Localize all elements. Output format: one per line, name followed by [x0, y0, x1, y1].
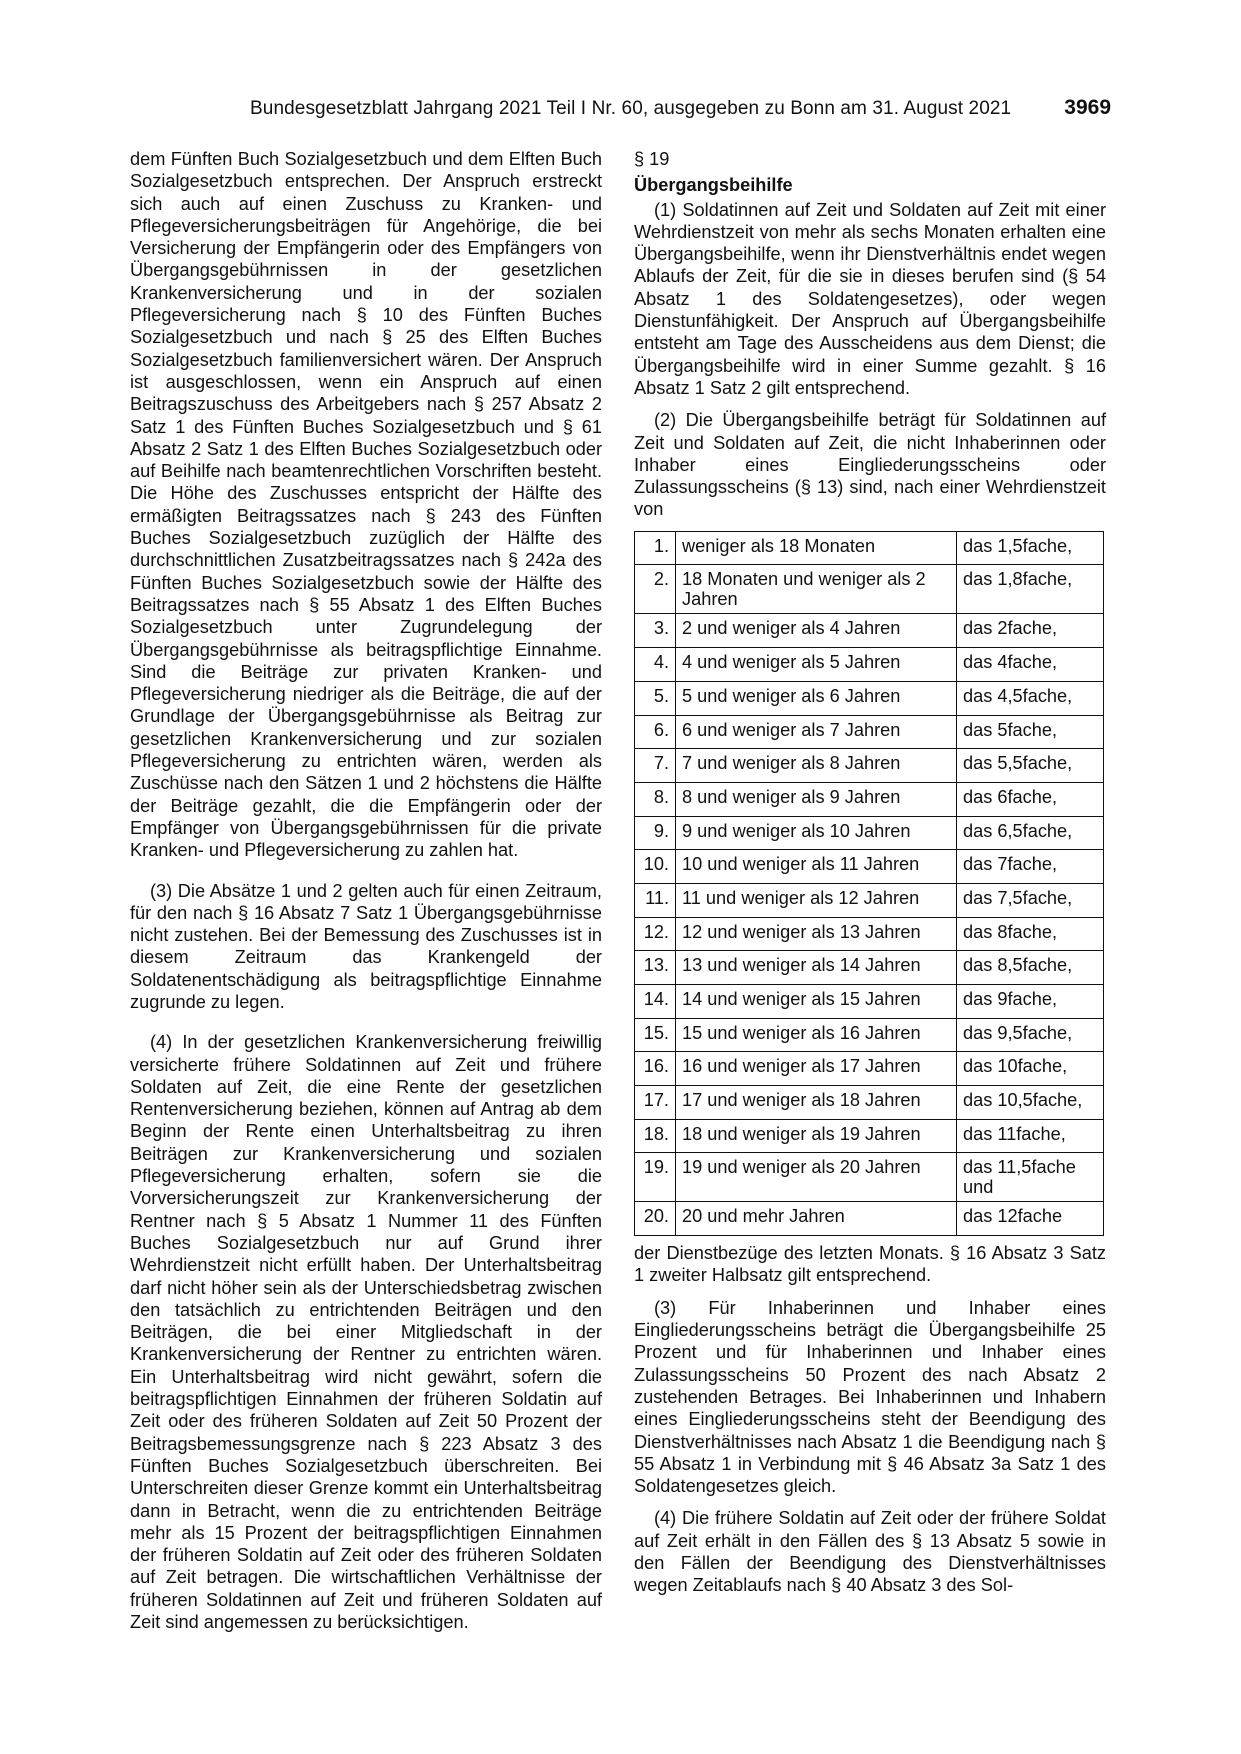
- table-row: [635, 883, 1104, 917]
- table-row: [635, 1153, 1104, 1202]
- service-period: 11 und weniger als 12 Jahren: [676, 883, 957, 917]
- section-title: Übergangsbeihilfe: [634, 175, 793, 196]
- service-period: 12 und weniger als 13 Jahren: [676, 917, 957, 951]
- row-number: 13.: [635, 951, 676, 985]
- left-column: [130, 148, 602, 1633]
- table-row: [635, 1018, 1104, 1052]
- multiplier: das 12fache: [957, 1202, 1104, 1236]
- multiplier: das 5fache,: [957, 715, 1104, 749]
- table-row: [635, 1086, 1104, 1120]
- table-row: [635, 850, 1104, 884]
- row-number: 15.: [635, 1018, 676, 1052]
- row-number: 8.: [635, 782, 676, 816]
- service-period: 7 und weniger als 8 Jahren: [676, 749, 957, 783]
- multiplier: das 10,5fache,: [957, 1086, 1104, 1120]
- service-period: weniger als 18 Monaten: [676, 531, 957, 565]
- section-number: § 19: [634, 149, 670, 169]
- row-number: 11.: [635, 883, 676, 917]
- multiplier: das 8fache,: [957, 917, 1104, 951]
- table-row: [635, 531, 1104, 565]
- table-row: [635, 1202, 1104, 1236]
- table-row: [635, 782, 1104, 816]
- service-period: 15 und weniger als 16 Jahren: [676, 1018, 957, 1052]
- service-period: 6 und weniger als 7 Jahren: [676, 715, 957, 749]
- service-period: 18 und weniger als 19 Jahren: [676, 1119, 957, 1153]
- row-number: 7.: [635, 749, 676, 783]
- table-row: [635, 648, 1104, 682]
- table-row: [635, 917, 1104, 951]
- row-number: 3.: [635, 614, 676, 648]
- row-number: 1.: [635, 531, 676, 565]
- multiplier: das 6,5fache,: [957, 816, 1104, 850]
- service-period: 14 und weniger als 15 Jahren: [676, 985, 957, 1019]
- table-row: [635, 565, 1104, 614]
- service-period: 16 und weniger als 17 Jahren: [676, 1052, 957, 1086]
- multiplier: das 4fache,: [957, 648, 1104, 682]
- service-period: 2 und weniger als 4 Jahren: [676, 614, 957, 648]
- multiplier: das 5,5fache,: [957, 749, 1104, 783]
- service-period: 4 und weniger als 5 Jahren: [676, 648, 957, 682]
- row-number: 16.: [635, 1052, 676, 1086]
- paragraph-2: (2) Die Übergangsbeihilfe beträgt für Soldatinnen auf Zeit und Soldaten auf Zeit, die nicht Inhaberinnen oder Inhaber eines Eingliederungsscheins oder Zulassungsscheins (§ 13) sind, nach einer Wehrdienstzeit von: [634, 410, 1106, 520]
- table-row: [635, 985, 1104, 1019]
- multiplier: das 1,5fache,: [957, 531, 1104, 565]
- table-row: [635, 1052, 1104, 1086]
- multiplier: das 7,5fache,: [957, 883, 1104, 917]
- row-number: 2.: [635, 565, 676, 614]
- service-period: 13 und weniger als 14 Jahren: [676, 951, 957, 985]
- right-column: [634, 148, 1106, 1597]
- service-period: 20 und mehr Jahren: [676, 1202, 957, 1236]
- paragraph-2-continuation: der Dienstbezüge des letzten Monats. § 16 Absatz 3 Satz 1 zweiter Halbsatz gilt entsprechend.: [634, 1243, 1106, 1286]
- multiplier: das 10fache,: [957, 1052, 1104, 1086]
- page-header: [0, 98, 1241, 122]
- paragraph-1: (1) Soldatinnen auf Zeit und Soldaten auf Zeit mit einer Wehrdienstzeit von mehr als sechs Monaten erhalten eine Übergangsbeihilfe, wenn ihr Dienstverhältnis endet wegen Ablaufs der Zeit, für die sie in dieses berufen sind (§ 54 Absatz 1 des Soldatengesetzes), oder wegen Dienstunfähigkeit. Der Anspruch auf Übergangsbeihilfe entsteht am Tage des Ausscheidens aus dem Dienst; die Übergangsbeihilfe wird in einer Summe gezahlt. § 16 Absatz 1 Satz 2 gilt entsprechend.: [634, 199, 1106, 398]
- table-row: [635, 1119, 1104, 1153]
- row-number: 10.: [635, 850, 676, 884]
- multiplier: das 7fache,: [957, 850, 1104, 884]
- paragraph-4: (4) Die frühere Soldatin auf Zeit oder der frühere Soldat auf Zeit erhält in den Fällen des § 13 Absatz 5 sowie in den Fällen der Beendigung des Dienstverhältnisses wegen Zeitablaufs nach § 40 Absatz 3 des Sol-: [634, 1508, 1106, 1596]
- multiplier: das 4,5fache,: [957, 681, 1104, 715]
- multiplier: das 6fache,: [957, 782, 1104, 816]
- table-row: [635, 614, 1104, 648]
- row-number: 14.: [635, 985, 676, 1019]
- multiplier: das 9,5fache,: [957, 1018, 1104, 1052]
- multiplier: das 11fache,: [957, 1119, 1104, 1153]
- row-number: 12.: [635, 917, 676, 951]
- row-number: 4.: [635, 648, 676, 682]
- paragraph-3: (3) Für Inhaberinnen und Inhaber eines Eingliederungsscheins beträgt die Übergangsbeihilfe 25 Prozent und für Inhaberinnen und Inhaber eines Zulassungsscheins 50 Prozent des nach Absatz 2 zustehenden Betrages. Bei Inhaberinnen und Inhabern eines Eingliederungsscheins steht der Beendigung des Dienstverhältnisses nach Absatz 1 die Beendigung nach § 55 Absatz 1 in Verbindung mit § 46 Absatz 3a Satz 1 des Soldatengesetzes gleich.: [634, 1297, 1106, 1497]
- service-period: 9 und weniger als 10 Jahren: [676, 816, 957, 850]
- row-number: 17.: [635, 1086, 676, 1120]
- service-period: 18 Monaten und weniger als 2 Jahren: [676, 565, 957, 614]
- table-row: [635, 749, 1104, 783]
- multiplier: das 11,5fache und: [957, 1153, 1104, 1202]
- table-row: [635, 951, 1104, 985]
- service-period: 17 und weniger als 18 Jahren: [676, 1086, 957, 1120]
- service-period: 5 und weniger als 6 Jahren: [676, 681, 957, 715]
- page-number: 3969: [1064, 96, 1111, 119]
- multiplier: das 1,8fache,: [957, 565, 1104, 614]
- table-row: [635, 681, 1104, 715]
- multiplier: das 2fache,: [957, 614, 1104, 648]
- row-number: 19.: [635, 1153, 676, 1202]
- row-number: 5.: [635, 681, 676, 715]
- service-period: 19 und weniger als 20 Jahren: [676, 1153, 957, 1202]
- table-row: [635, 816, 1104, 850]
- gazette-title: Bundesgesetzblatt Jahrgang 2021 Teil I Nr. 60, ausgegeben zu Bonn am 31. August 2021: [250, 98, 1012, 119]
- paragraph-continuation: dem Fünften Buch Sozialgesetzbuch und dem Elften Buch Sozialgesetzbuch entsprechen. Der Anspruch erstreckt sich auch auf einen Zuschuss zu Kranken- und Pflegeversicherungsbeiträgen für Angehörige, die bei Versicherung der Empfängerin oder des Empfängers von Übergangsgebührnissen in der gesetzlichen Krankenversicherung und in der sozialen Pflegeversicherung nach § 10 des Fünften Buches Sozialgesetzbuch und nach § 25 des Elften Buches Sozialgesetzbuch familienversichert wären. Der Anspruch ist ausgeschlossen, wenn ein Anspruch auf einen Beitragszuschuss des Arbeitgebers nach § 257 Absatz 2 Satz 1 des Fünften Buches Sozialgesetzbuch und § 61 Absatz 2 Satz 1 des Elften Buches Sozialgesetzbuch oder auf Beihilfe nach beamtenrechtlichen Vorschriften besteht. Die Höhe des Zuschusses entspricht der Hälfte des ermäßigten Beitragssatzes nach § 243 des Fünften Buches Sozialgesetzbuch zuzüglich der Hälfte des durchschnittlichen Zusatzbeitragssatzes nach § 242a des Fünften Buches Sozialgesetzbuch sowie der Hälfte des Beitragssatzes nach § 55 Absatz 1 des Elften Buches Sozialgesetzbuch unter Zugrundelegung der Übergangsgebührnisse als beitragspflichtige Einnahme. Sind die Beiträge zur privaten Kranken- und Pflegeversicherung niedriger als die Beiträge, die auf der Grundlage der Übergangsgebührnisse als Beitrag zur gesetzlichen Krankenversicherung und zur sozialen Pflegeversicherung zu entrichten wären, werden als Zuschüsse nach den Sätzen 1 und 2 höchstens die Hälfte der Beiträge gezahlt, die die Empfängerin oder der Empfänger von Übergangsgebührnissen für die private Kranken- und Pflegeversicherung zu zahlen hat.: [130, 149, 602, 861]
- table-row: [635, 715, 1104, 749]
- row-number: 20.: [635, 1202, 676, 1236]
- paragraph-4: (4) In der gesetzlichen Krankenversicherung freiwillig versicherte frühere Soldatinnen auf Zeit und frühere Soldaten auf Zeit, die eine Rente der gesetzlichen Rentenversicherung beziehen, können auf Antrag ab dem Beginn der Rente einen Unterhaltsbeitrag zu ihren Beiträgen zur Krankenversicherung und sozialen Pflegeversicherung erhalten, sofern sie die Vorversicherungszeit zur Krankenversicherung der Rentner nach § 5 Absatz 1 Nummer 11 des Fünften Buches Sozialgesetzbuch nur auf Grund ihrer Wehrdienstzeit nicht erfüllt haben. Der Unterhaltsbeitrag darf nicht höher sein als der Unterschiedsbetrag zwischen den tatsächlich zu entrichtenden Beiträgen und den Beiträgen, die bei einer Mitgliedschaft in der Krankenversicherung der Rentner zu entrichten wären. Ein Unterhaltsbeitrag wird nicht gewährt, sofern die beitragspflichtigen Einnahmen der früheren Soldatin auf Zeit oder des früheren Soldaten auf Zeit 50 Prozent der Beitragsbemessungsgrenze nach § 223 Absatz 3 des Fünften Buches Sozialgesetzbuch überschreiten. Bei Unterschreiten dieser Grenze kommt ein Unterhaltsbeitrag dann in Betracht, wenn die zu entrichtenden Beiträge mehr als 15 Prozent der beitragspflichtigen Einnahmen der früheren Soldatin auf Zeit oder des früheren Soldaten auf Zeit betragen. Die wirtschaftlichen Verhältnisse der früheren Soldatinnen auf Zeit und früheren Soldaten auf Zeit sind angemessen zu berücksichtigen.: [130, 1032, 602, 1632]
- row-number: 9.: [635, 816, 676, 850]
- row-number: 18.: [635, 1119, 676, 1153]
- paragraph-3: (3) Die Absätze 1 und 2 gelten auch für einen Zeitraum, für den nach § 16 Absatz 7 Satz 1 Übergangsgebührnisse nicht zustehen. Bei der Bemessung des Zuschusses ist in diesem Zeitraum das Krankengeld der Soldatenentschädigung als beitragspflichtige Einnahme zugrunde zu legen.: [130, 880, 602, 1012]
- service-period: 8 und weniger als 9 Jahren: [676, 782, 957, 816]
- multiplier: das 9fache,: [957, 985, 1104, 1019]
- multiplier: das 8,5fache,: [957, 951, 1104, 985]
- service-period-table: [634, 531, 1104, 1236]
- service-period: 10 und weniger als 11 Jahren: [676, 850, 957, 884]
- row-number: 6.: [635, 715, 676, 749]
